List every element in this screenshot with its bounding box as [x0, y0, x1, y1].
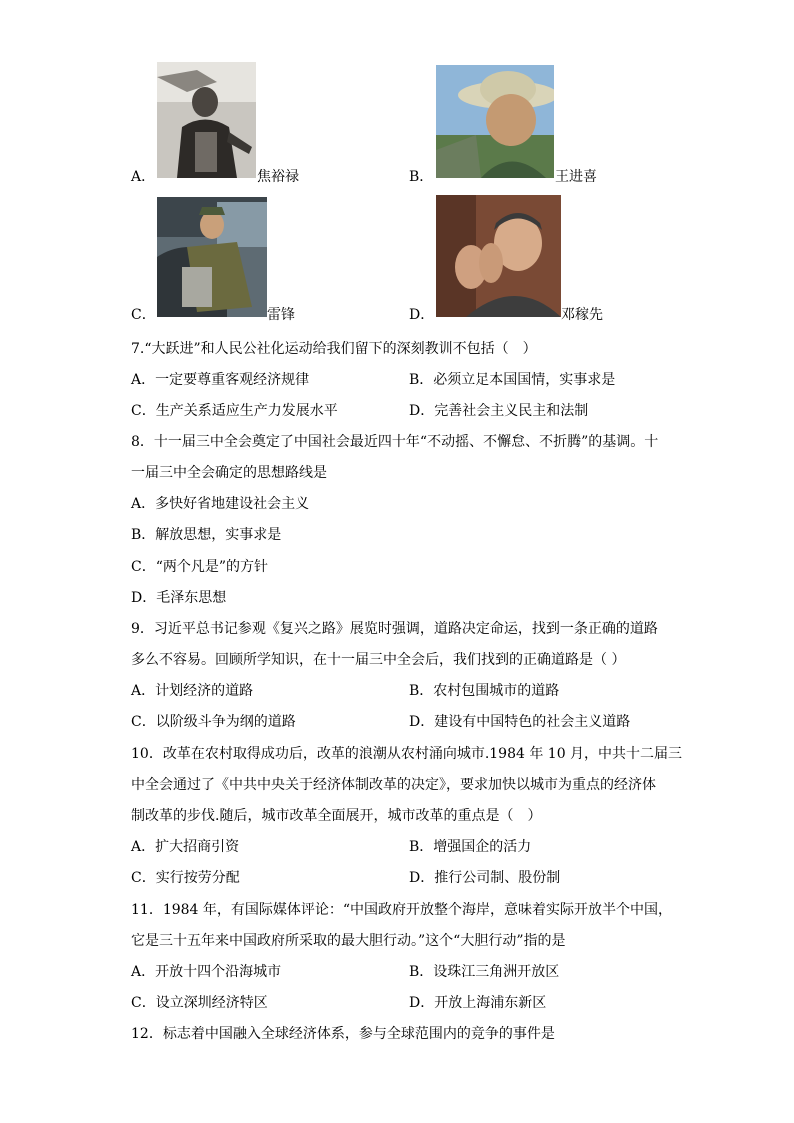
q10-stem-line1: 10．改革在农村取得成功后，改革的浪潮从农村涌向城市.1984 年 10 月，中共十二届三: [131, 746, 683, 762]
q9-stem-line2: 多么不容易。回顾所学知识，在十一届三中全会后，我们找到的正确道路是（ ）: [131, 652, 626, 668]
q10-stem-line3: 制改革的步伐.随后，城市改革全面展开，城市改革的重点是（ ）: [131, 808, 542, 824]
q7-option-c: C．生产关系适应生产力发展水平: [131, 403, 338, 419]
option-c-name: 雷锋: [267, 307, 295, 323]
q10-option-c: C．实行按劳分配: [131, 870, 240, 886]
lei-feng-photo: [157, 197, 267, 317]
q10-stem-line2: 中全会通过了《中共中央关于经济体制改革的决定》，要求加快以城市为重点的经济体: [131, 777, 656, 793]
q11-stem-line1: 11．1984 年，有国际媒体评论：“中国政府开放整个海岸，意味着实际开放半个中国，: [131, 902, 673, 918]
q11-stem-line2: 它是三十五年来中国政府所采取的最大胆行动。”这个“大胆行动”指的是: [131, 933, 566, 949]
q7-stem: 7.“大跃进”和人民公社化运动给我们留下的深刻教训不包括（ ）: [131, 341, 537, 357]
q8-option-d: D．毛泽东思想: [131, 590, 227, 606]
wang-jinxi-photo: [436, 65, 554, 178]
q11-option-c: C．设立深圳经济特区: [131, 995, 268, 1011]
q11-option-a: A．开放十四个沿海城市: [131, 964, 282, 980]
q11-option-d: D．开放上海浦东新区: [409, 995, 547, 1011]
option-c-letter: C．: [131, 307, 156, 323]
q12-stem-line1: 12．标志着中国融入全球经济体系，参与全球范围内的竞争的事件是: [131, 1026, 555, 1042]
q7-option-d: D．完善社会主义民主和法制: [409, 403, 589, 419]
q10-option-a: A．扩大招商引资: [131, 839, 240, 855]
option-b-letter: B．: [409, 169, 434, 185]
q8-option-c: C．“两个凡是”的方针: [131, 559, 269, 575]
q9-option-a: A．计划经济的道路: [131, 683, 254, 699]
q11-option-b: B．设珠江三角洲开放区: [409, 964, 560, 980]
q9-option-c: C．以阶级斗争为纲的道路: [131, 714, 296, 730]
q8-option-a: A．多快好省地建设社会主义: [131, 496, 310, 512]
q7-option-b: B．必须立足本国国情，实事求是: [409, 372, 616, 388]
q10-option-b: B．增强国企的活力: [409, 839, 532, 855]
q9-stem-line1: 9．习近平总书记参观《复兴之路》展览时强调，道路决定命运，找到一条正确的道路: [131, 621, 658, 637]
option-d-letter: D．: [409, 307, 435, 323]
q8-option-b: B．解放思想，实事求是: [131, 527, 282, 543]
option-a-letter: A．: [131, 169, 156, 185]
deng-jiaxian-photo: [436, 195, 561, 317]
q7-option-a: A．一定要尊重客观经济规律: [131, 372, 310, 388]
q9-option-d: D．建设有中国特色的社会主义道路: [409, 714, 631, 730]
q10-option-d: D．推行公司制、股份制: [409, 870, 561, 886]
option-b-name: 王进喜: [555, 169, 597, 185]
q9-option-b: B．农村包围城市的道路: [409, 683, 560, 699]
jiao-yulu-photo: [157, 62, 256, 178]
option-d-name: 邓稼先: [561, 307, 603, 323]
option-a-name: 焦裕禄: [257, 169, 299, 185]
q8-stem-line2: 一届三中全会确定的思想路线是: [131, 465, 327, 481]
q8-stem-line1: 8．十一届三中全会奠定了中国社会最近四十年“不动摇、不懈怠、不折腾”的基调。十: [131, 434, 659, 450]
